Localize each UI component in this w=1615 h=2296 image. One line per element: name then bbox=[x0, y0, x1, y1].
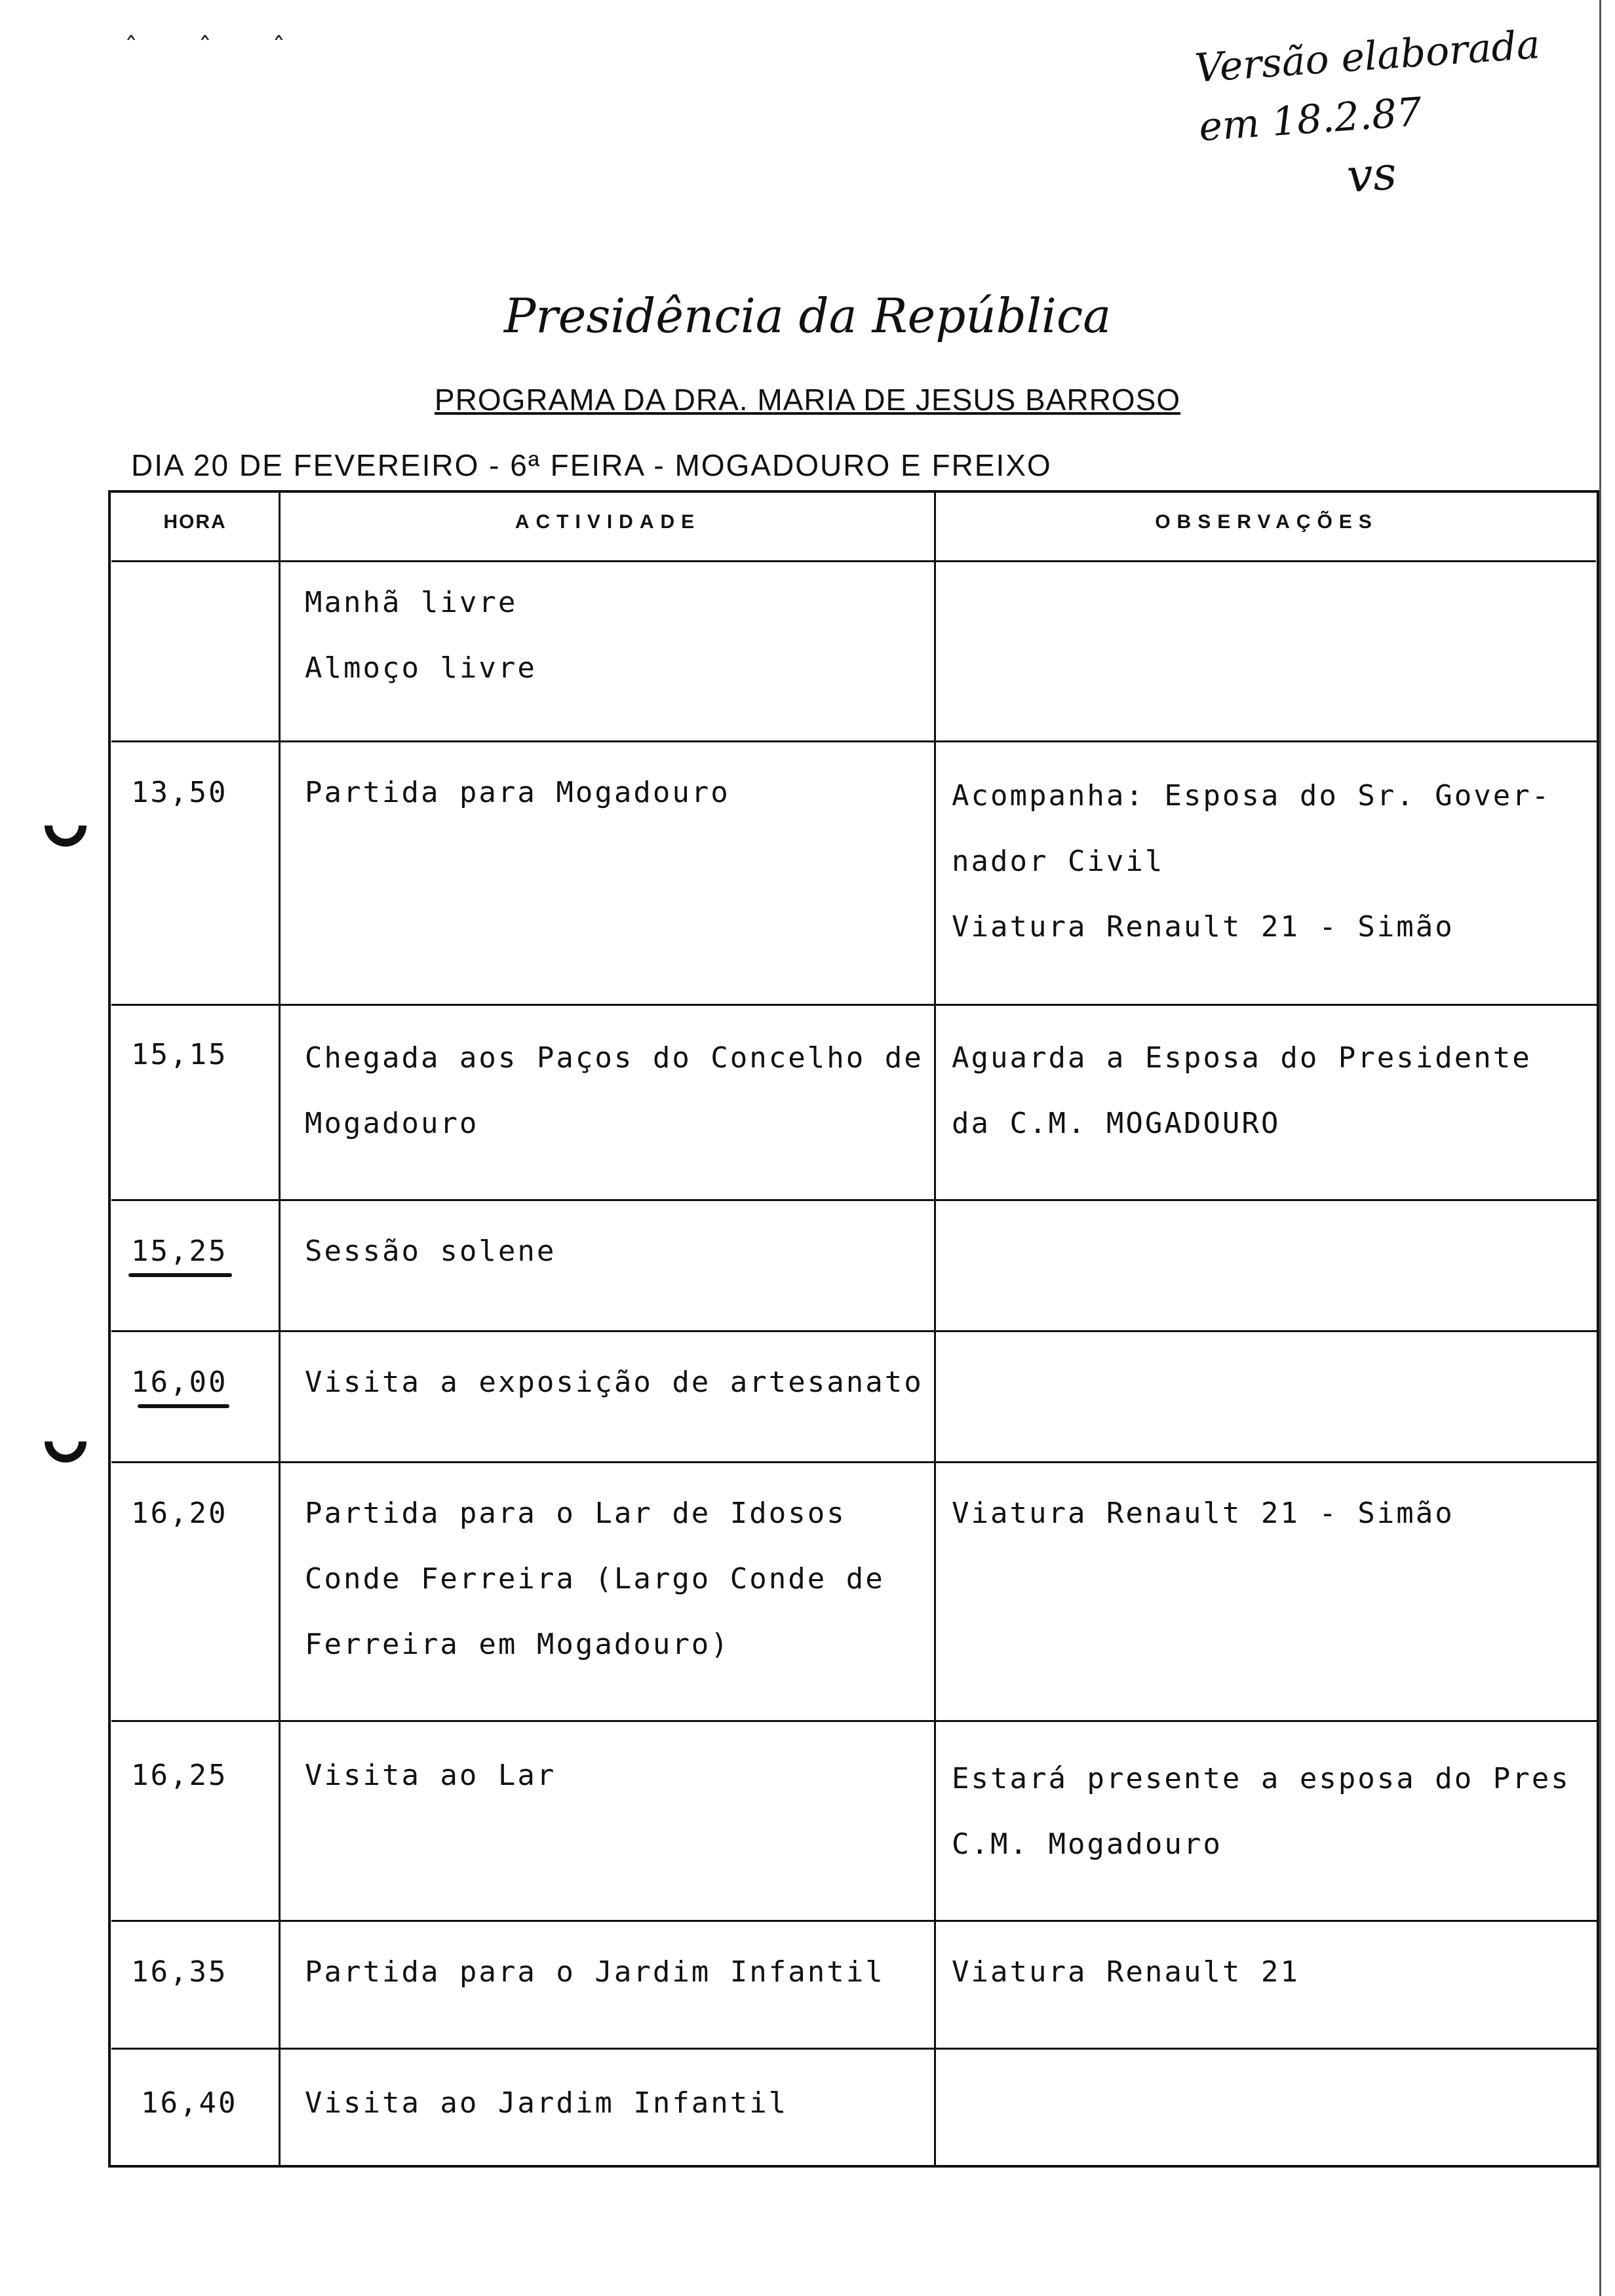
table-row-notes: Acompanha: Esposa do Sr. Gover- nador Civil Viatura Renault 21 - Simão bbox=[952, 779, 1551, 944]
table-row-time: 15,15 bbox=[131, 1038, 228, 1071]
header-divider bbox=[111, 560, 279, 562]
handwritten-underline bbox=[138, 1404, 229, 1408]
header-divider bbox=[279, 560, 1596, 562]
row-divider bbox=[111, 740, 1598, 742]
table-row-time: 13,50 bbox=[131, 776, 228, 809]
row-divider bbox=[111, 1004, 1598, 1006]
table-row-activity: Visita ao Lar bbox=[305, 1759, 556, 1792]
header-observacoes: OBSERVAÇÕES bbox=[1155, 511, 1378, 533]
table-row-time: 16,20 bbox=[131, 1497, 228, 1530]
table-row-notes: Aguarda a Esposa do Presidente da C.M. MOGADOURO bbox=[952, 1041, 1532, 1140]
table-row-activity: Visita a exposição de artesanato bbox=[305, 1366, 924, 1399]
table-row-notes: Viatura Renault 21 - Simão bbox=[952, 1497, 1454, 1530]
letterhead: Presidência da República bbox=[503, 288, 1112, 343]
row-divider bbox=[111, 1330, 1598, 1332]
table-row-activity: Manhã livre Almoço livre bbox=[305, 586, 537, 685]
table-row-activity: Visita ao Jardim Infantil bbox=[305, 2086, 788, 2120]
handwritten-underline bbox=[128, 1273, 232, 1277]
punch-hole-mark bbox=[36, 1412, 96, 1472]
program-title: PROGRAMA DA DRA. MARIA DE JESUS BARROSO bbox=[434, 383, 1181, 417]
table-row-notes: Estará presente a esposa do Pres C.M. Mogadouro bbox=[952, 1762, 1570, 1861]
table-row-time: 16,25 bbox=[131, 1759, 228, 1792]
page-edge bbox=[1599, 0, 1601, 2296]
header-actividade: ACTIVIDADE bbox=[515, 511, 701, 533]
note-initials: vs bbox=[1345, 145, 1399, 204]
row-divider bbox=[111, 1720, 1598, 1722]
table-row-notes: Viatura Renault 21 bbox=[952, 1955, 1300, 1989]
table-row-time: 16,00 bbox=[131, 1366, 228, 1399]
row-divider bbox=[111, 1920, 1598, 1922]
table-row-activity: Partida para o Lar de Idosos Conde Ferreira (Largo Conde de Ferreira em Mogadouro) bbox=[305, 1497, 885, 1661]
table-row-activity: Sessão solene bbox=[305, 1234, 556, 1268]
table-row-activity: Partida para Mogadouro bbox=[305, 776, 730, 809]
table-row-time: 16,35 bbox=[131, 1955, 228, 1989]
table-row-time: 15,25 bbox=[131, 1234, 228, 1268]
punch-hole-mark bbox=[36, 796, 96, 856]
row-divider bbox=[111, 2048, 1598, 2050]
top-marks: ˆ ˆ ˆ bbox=[125, 33, 312, 63]
table-row-activity: Partida para o Jardim Infantil bbox=[305, 1955, 885, 1989]
table-row-time: 16,40 bbox=[141, 2086, 238, 2120]
handwritten-note bbox=[1193, 14, 1571, 216]
header-hora: HORA bbox=[163, 511, 227, 533]
row-divider bbox=[111, 1461, 1598, 1463]
note-line-2: em 18.2.87 bbox=[1197, 89, 1424, 151]
note-line-1: Versão elaborada bbox=[1193, 22, 1542, 92]
table-row-activity: Chegada aos Paços do Concelho de Mogadouro bbox=[305, 1041, 924, 1140]
row-divider bbox=[111, 1199, 1598, 1201]
day-line: DIA 20 DE FEVEREIRO - 6ª FEIRA - MOGADOURO E FREIXO bbox=[131, 448, 1052, 482]
